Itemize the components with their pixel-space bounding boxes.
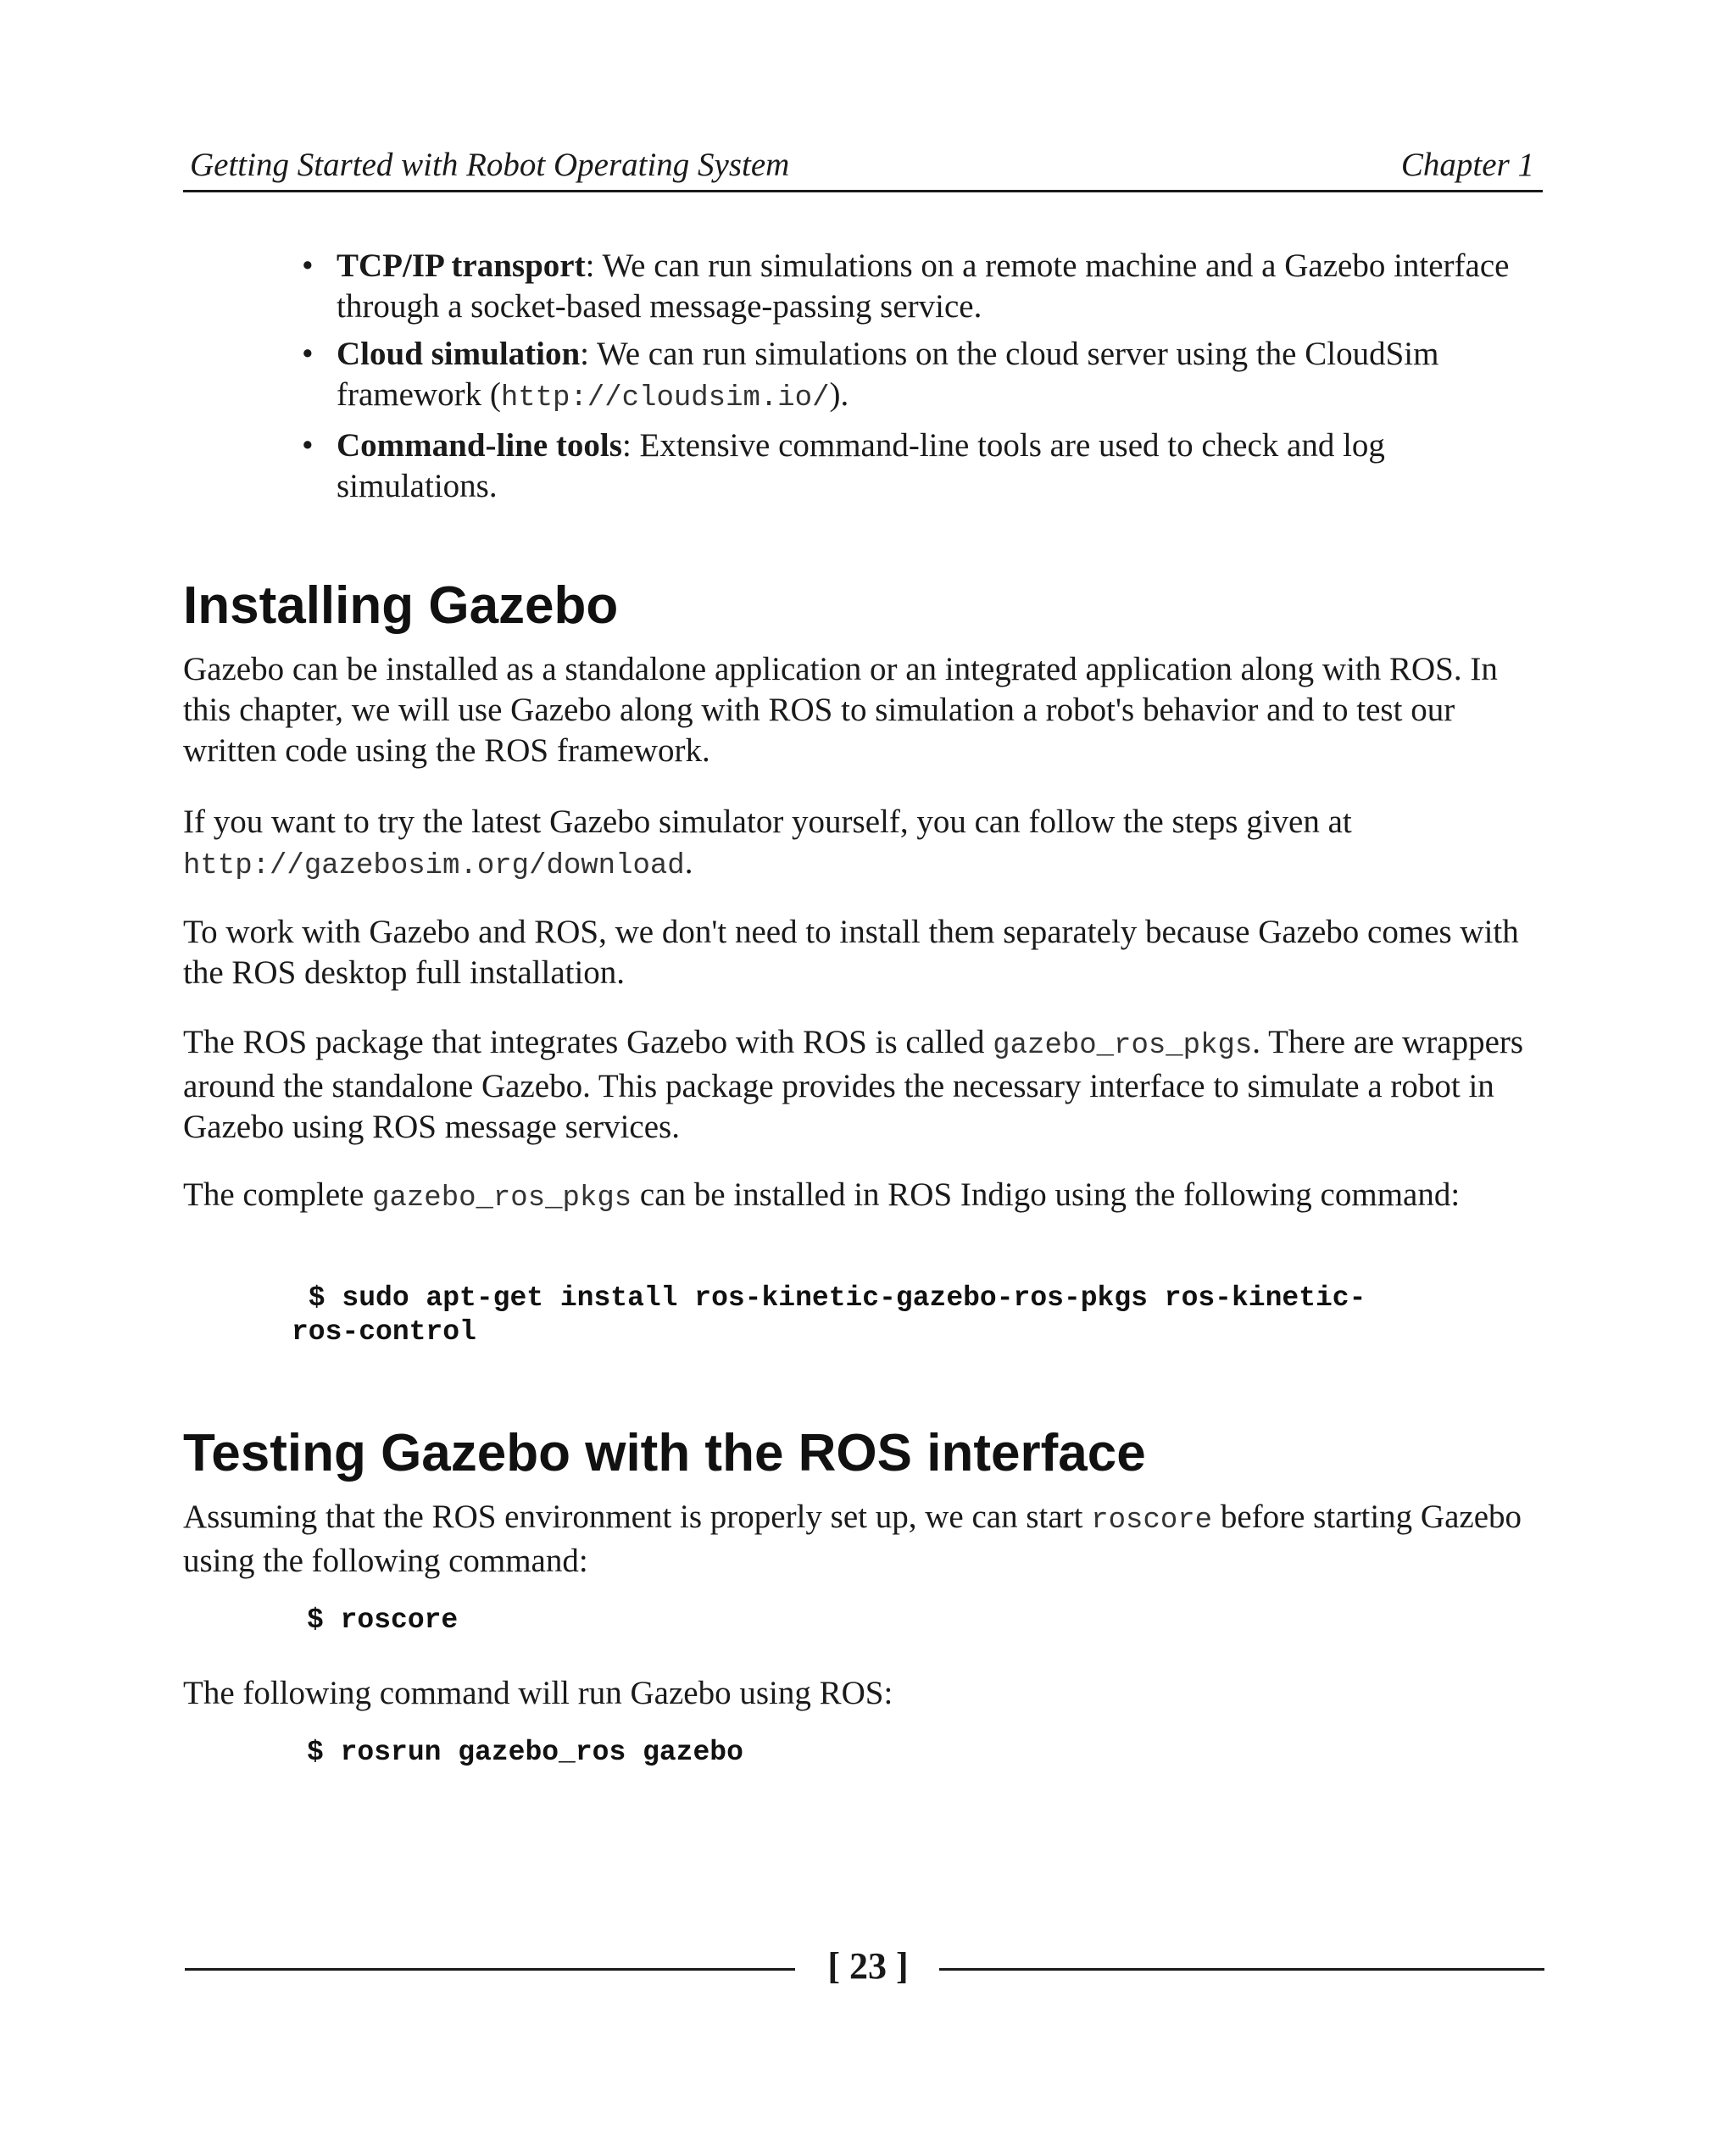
- code-line: $ rosrun gazebo_ros gazebo: [307, 1737, 743, 1768]
- paragraph-text: The ROS package that integrates Gazebo with ROS is called: [183, 1024, 993, 1060]
- paragraph-text: . There are wrappers around the standalone Gazebo. This package provides the necessary interface to simulate a robot in Gazebo using ROS message services.: [183, 1024, 1524, 1145]
- paragraph-text: before starting Gazebo using the following command:: [183, 1499, 1522, 1579]
- list-item: [298, 334, 1536, 419]
- bullet-icon: •: [302, 247, 314, 284]
- cloudsim-url: http://cloudsim.io/: [500, 382, 830, 414]
- paragraph: Gazebo can be installed as a standalone application or an integrated application along with ROS. In this chapter, we will use Gazebo along with ROS to simulation a robot's behavior and to test our written code using the ROS framework.: [183, 651, 1498, 769]
- bullet-text: : We can run simulations on the cloud server using the CloudSim framework (: [337, 336, 1439, 413]
- paragraph-text: Assuming that the ROS environment is properly set up, we can start: [183, 1499, 1092, 1535]
- paragraph: To work with Gazebo and ROS, we don't need to install them separately because Gazebo comes with the ROS desktop full installation.: [183, 914, 1519, 991]
- paragraph: The following command will run Gazebo using ROS:: [183, 1675, 893, 1711]
- running-header: [183, 142, 1543, 192]
- code-line: $ sudo apt-get install ros-kinetic-gazebo-ros-pkgs ros-kinetic-: [292, 1282, 1366, 1314]
- code-line: ros-control: [292, 1316, 476, 1348]
- chapter-label: Chapter 1: [1400, 147, 1534, 183]
- paragraph: [183, 1497, 1539, 1582]
- list-item: [298, 246, 1536, 327]
- bullet-term: Command-line tools: [337, 427, 622, 464]
- paragraph-text: can be installed in ROS Indigo using the following command:: [632, 1176, 1461, 1213]
- feature-list: [298, 246, 1536, 514]
- inline-code: gazebo_ros_pkgs: [993, 1030, 1253, 1062]
- code-line: $ roscore: [307, 1604, 459, 1636]
- gazebo-download-url: http://gazebosim.org/download: [183, 850, 685, 882]
- bullet-term: Cloud simulation: [337, 336, 581, 372]
- footer-rule-left: [185, 1968, 795, 1971]
- section-heading-testing: Testing Gazebo with the ROS interface: [183, 1424, 1146, 1482]
- bullet-icon: •: [302, 427, 314, 464]
- paragraph-end: .: [684, 844, 693, 881]
- paragraph: [183, 1175, 1505, 1219]
- paragraph-text: If you want to try the latest Gazebo simulator yourself, you can follow the steps given at: [183, 804, 1352, 840]
- paragraph: [183, 1022, 1539, 1148]
- bullet-text: : Extensive command-line tools are used to check and log simulations.: [337, 427, 1385, 504]
- bullet-text-end: ).: [829, 376, 849, 413]
- inline-code: gazebo_ros_pkgs: [372, 1182, 632, 1215]
- footer-rule-right: [939, 1968, 1544, 1971]
- inline-code: roscore: [1091, 1504, 1213, 1537]
- bullet-term: TCP/IP transport: [337, 247, 586, 284]
- section-heading-installing: Installing Gazebo: [183, 576, 619, 635]
- paragraph: [183, 802, 1539, 887]
- list-item: [298, 425, 1536, 507]
- bullet-icon: •: [302, 336, 314, 372]
- bullet-text: : We can run simulations on a remote machine and a Gazebo interface through a socket-based message-passing service.: [337, 247, 1510, 325]
- paragraph-text: The complete: [183, 1176, 373, 1213]
- book-title: Getting Started with Robot Operating System: [190, 147, 790, 183]
- page-number: [ 23 ]: [827, 1945, 909, 1987]
